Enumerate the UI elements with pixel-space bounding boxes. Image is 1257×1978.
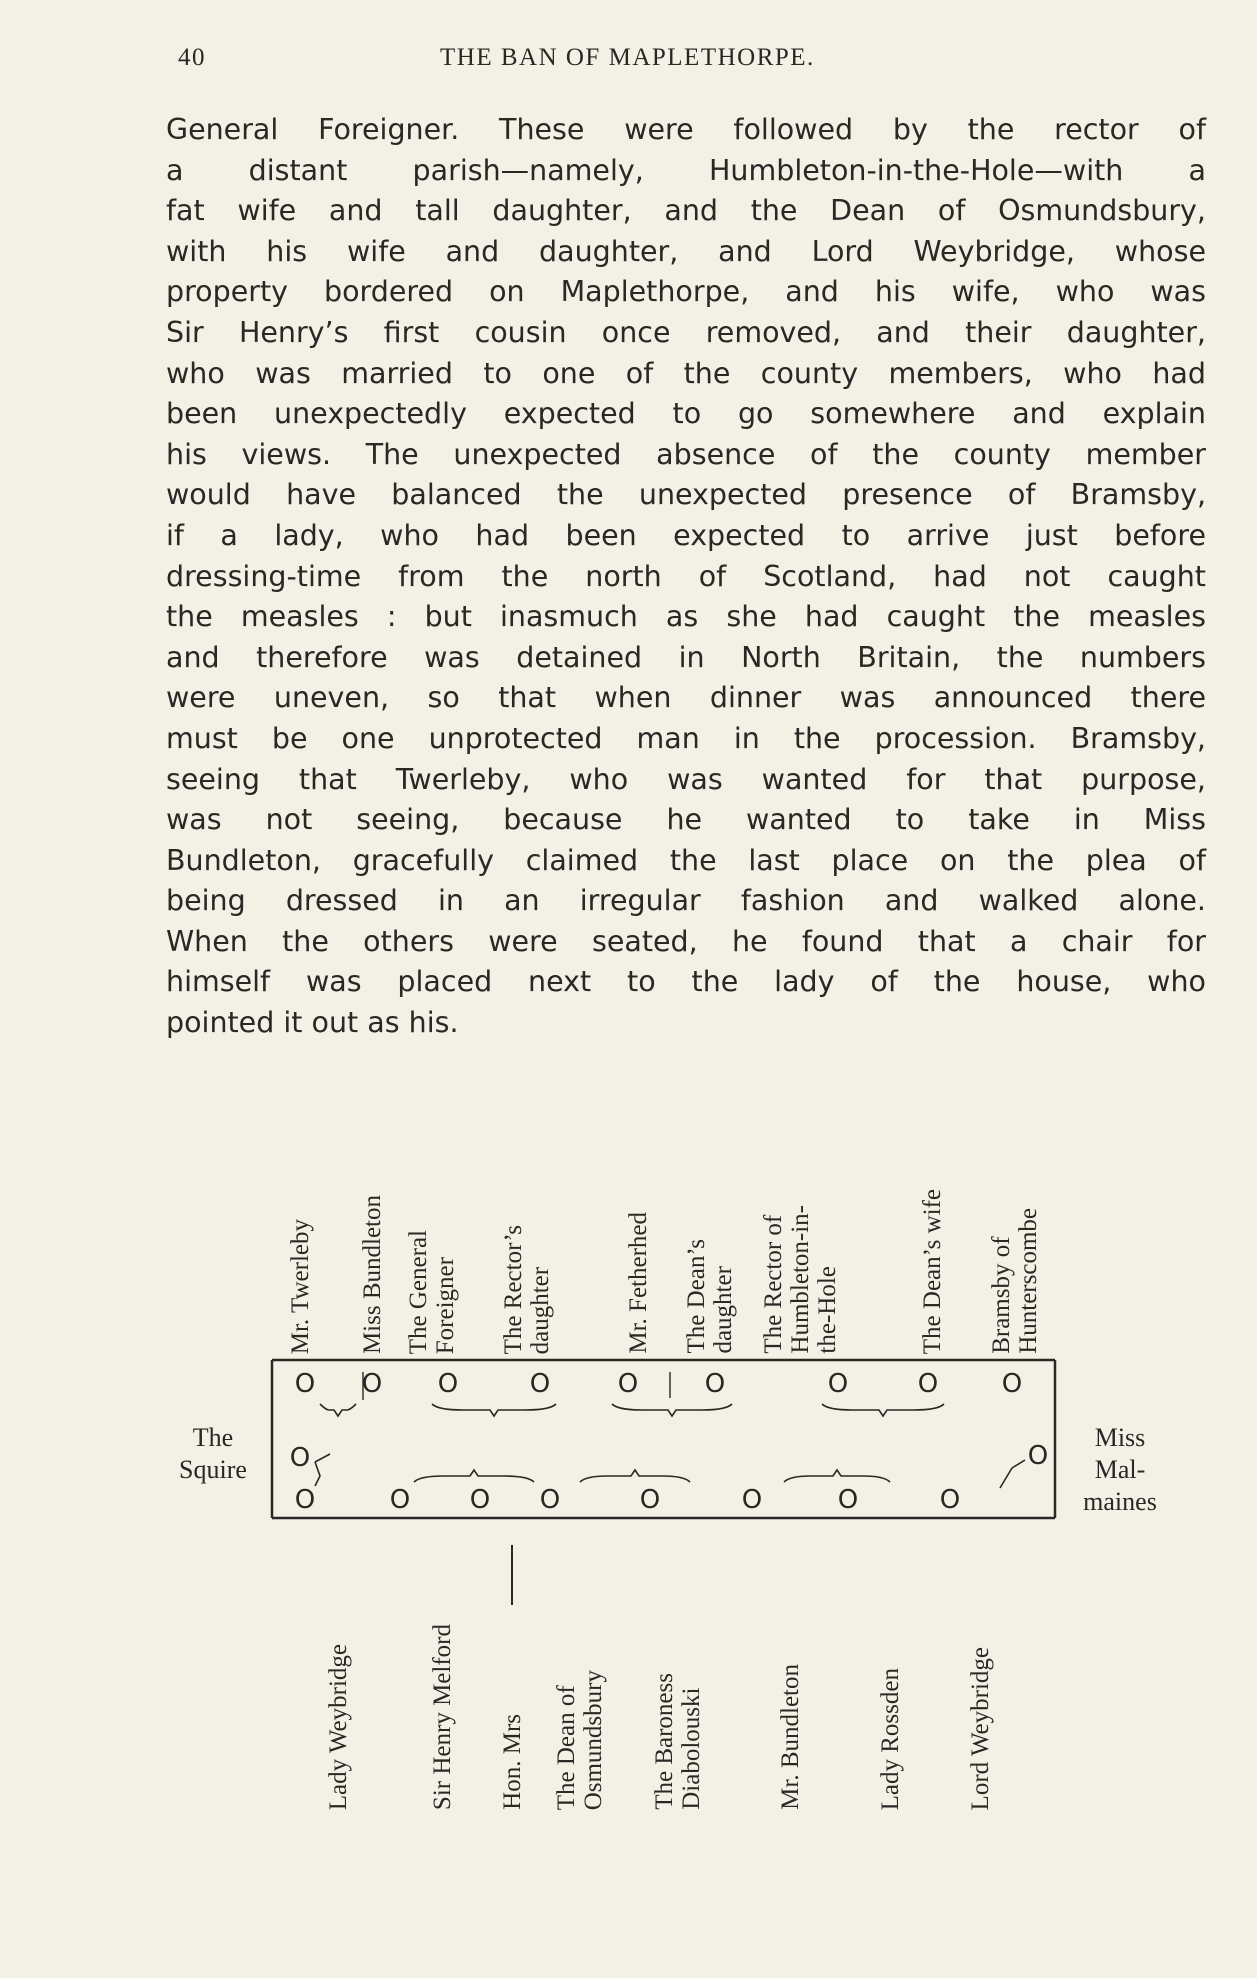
- seat-marker: O: [617, 1369, 639, 1399]
- guest-name-line: Mr. Twerleby: [286, 1218, 314, 1354]
- body-line: a distant parish—namely, Humbleton-in-the-Hole—with a: [166, 153, 1206, 187]
- guest-name-line: The Baroness: [651, 1673, 678, 1810]
- body-line: was not seeing, because he wanted to take in Miss: [166, 803, 1206, 837]
- seating-chart: [0, 1100, 1257, 1940]
- body-line: with his wife and daughter, and Lord Weybridge, whose: [166, 234, 1206, 268]
- guest-name: [405, 1230, 459, 1354]
- guest-name-line: Lady Weybridge: [324, 1643, 352, 1810]
- seat-marker: O: [539, 1485, 561, 1515]
- guest-name-line: Hunterscombe: [1015, 1208, 1042, 1354]
- guest-name-line: the-Hole: [813, 1266, 841, 1354]
- guest-name: [777, 1664, 804, 1810]
- guest-name-line: daughter: [527, 1266, 554, 1354]
- seat-marker: O: [1001, 1369, 1023, 1399]
- guest-name-line: Lady Rossden: [876, 1667, 904, 1810]
- guest-name-line: daughter: [710, 1266, 737, 1354]
- guest-name-line: The Dean of: [553, 1685, 580, 1810]
- body-line: and therefore was detained in North Britain, the numbers: [166, 640, 1206, 674]
- body-line: Bundleton, gracefully claimed the last place on the plea of: [166, 843, 1206, 877]
- guest-name: [499, 1714, 526, 1810]
- guest-name-line: Humbleton-in-: [786, 1205, 814, 1354]
- seat-marker: O: [437, 1369, 459, 1399]
- end-label-line: Mal-: [1094, 1455, 1146, 1484]
- end-label-line: Miss: [1094, 1423, 1146, 1452]
- guest-name-line: Sir Henry Melford: [428, 1623, 456, 1810]
- seat-marker: O: [837, 1485, 859, 1515]
- guest-name: [500, 1225, 554, 1354]
- end-label-line: The: [192, 1423, 234, 1452]
- guest-name: [625, 1212, 652, 1354]
- seat-marker: O: [361, 1369, 383, 1399]
- guest-name-line: The Rector of: [759, 1215, 787, 1354]
- guest-name: [683, 1239, 737, 1354]
- seat-marker: O: [704, 1369, 726, 1399]
- guest-name-line: Hon. Mrs: [498, 1714, 526, 1810]
- pairing-bracket: [822, 1404, 944, 1416]
- page-header: [178, 44, 1078, 80]
- guest-name: [325, 1644, 352, 1810]
- guest-name-line: Foreigner: [432, 1256, 459, 1354]
- seat-marker: O: [939, 1485, 961, 1515]
- body-line: who was married to one of the county members, who had: [166, 356, 1206, 390]
- bottom-side-names: [0, 1450, 1257, 1810]
- guest-name: [651, 1673, 705, 1810]
- seat-marker: O: [529, 1369, 551, 1399]
- body-line: seeing that Twerleby, who was wanted for that purpose,: [166, 762, 1206, 796]
- body-line: being dressed in an irregular fashion and walked alone.: [166, 884, 1206, 918]
- pairing-bracket: [612, 1404, 732, 1416]
- guest-name: [359, 1195, 386, 1354]
- body-text: [166, 110, 1206, 1044]
- body-line: When the others were seated, he found that a chair for: [166, 924, 1206, 958]
- body-line: if a lady, who had been expected to arrive just before: [166, 518, 1206, 552]
- seat-marker: O: [1027, 1441, 1049, 1471]
- page-number: 40: [178, 44, 206, 71]
- seat-marker: O: [289, 1443, 311, 1473]
- seat-marker: O: [389, 1485, 411, 1515]
- running-head: THE BAN OF MAPLETHORPE.: [440, 44, 815, 71]
- guest-name-line: Bramsby of: [988, 1236, 1015, 1354]
- body-line: been unexpectedly expected to go somewhere and explain: [166, 397, 1206, 431]
- guest-name: [429, 1624, 456, 1810]
- guest-name: [287, 1219, 314, 1354]
- body-line: would have balanced the unexpected presence of Bramsby,: [166, 478, 1206, 512]
- body-line: pointed it out as his.: [166, 1006, 459, 1040]
- end-label-line: Squire: [179, 1455, 247, 1484]
- seat-marker: O: [294, 1485, 316, 1515]
- seat-marker: O: [469, 1485, 491, 1515]
- guest-name: [919, 1189, 946, 1354]
- end-label-line: maines: [1083, 1487, 1157, 1516]
- body-line: the measles : but inasmuch as she had caught the measles: [166, 600, 1206, 634]
- guest-name: [877, 1668, 904, 1810]
- body-line: must be one unprotected man in the procession. Bramsby,: [166, 721, 1206, 755]
- guest-name-line: Mr. Fetherhed: [624, 1212, 652, 1354]
- seat-marker: O: [639, 1485, 661, 1515]
- guest-name-line: Miss Bundleton: [358, 1194, 386, 1354]
- pairing-bracket: [320, 1404, 356, 1416]
- name-blank-line: [511, 1545, 513, 1605]
- guest-name-line: The General: [405, 1229, 432, 1354]
- pairing-bracket: [432, 1404, 556, 1416]
- guest-name-line: The Dean’s wife: [918, 1188, 946, 1354]
- guest-name-line: Lord Weybridge: [966, 1646, 994, 1810]
- guest-name: [760, 1205, 841, 1354]
- guest-name: [967, 1647, 994, 1810]
- top-side-names: [0, 1100, 1257, 1354]
- guest-name-line: The Rector’s: [500, 1224, 527, 1354]
- guest-name: [553, 1670, 607, 1810]
- body-line: property bordered on Maplethorpe, and his wife, who was: [166, 275, 1206, 309]
- body-line: himself was placed next to the lady of the house, who: [166, 965, 1206, 999]
- guest-name: [988, 1208, 1042, 1354]
- body-line: his views. The unexpected absence of the county member: [166, 437, 1206, 471]
- seat-marker: O: [294, 1369, 316, 1399]
- body-line: General Foreigner. These were followed by the rector of: [166, 113, 1206, 146]
- body-line: dressing-time from the north of Scotland, had not caught: [166, 559, 1206, 593]
- guest-name-line: Mr. Bundleton: [776, 1664, 804, 1810]
- body-line: were uneven, so that when dinner was announced there: [166, 681, 1206, 715]
- guest-name-line: Diabolouski: [678, 1687, 705, 1810]
- body-line: Sir Henry’s first cousin once removed, and their daughter,: [166, 315, 1206, 349]
- body-line: fat wife and tall daughter, and the Dean of Osmundsbury,: [166, 194, 1206, 228]
- guest-name-line: Osmundsbury: [580, 1669, 607, 1810]
- guest-name-line: The Dean’s: [683, 1239, 710, 1354]
- seat-marker: O: [741, 1485, 763, 1515]
- seat-marker: O: [917, 1369, 939, 1399]
- seat-marker: O: [827, 1369, 849, 1399]
